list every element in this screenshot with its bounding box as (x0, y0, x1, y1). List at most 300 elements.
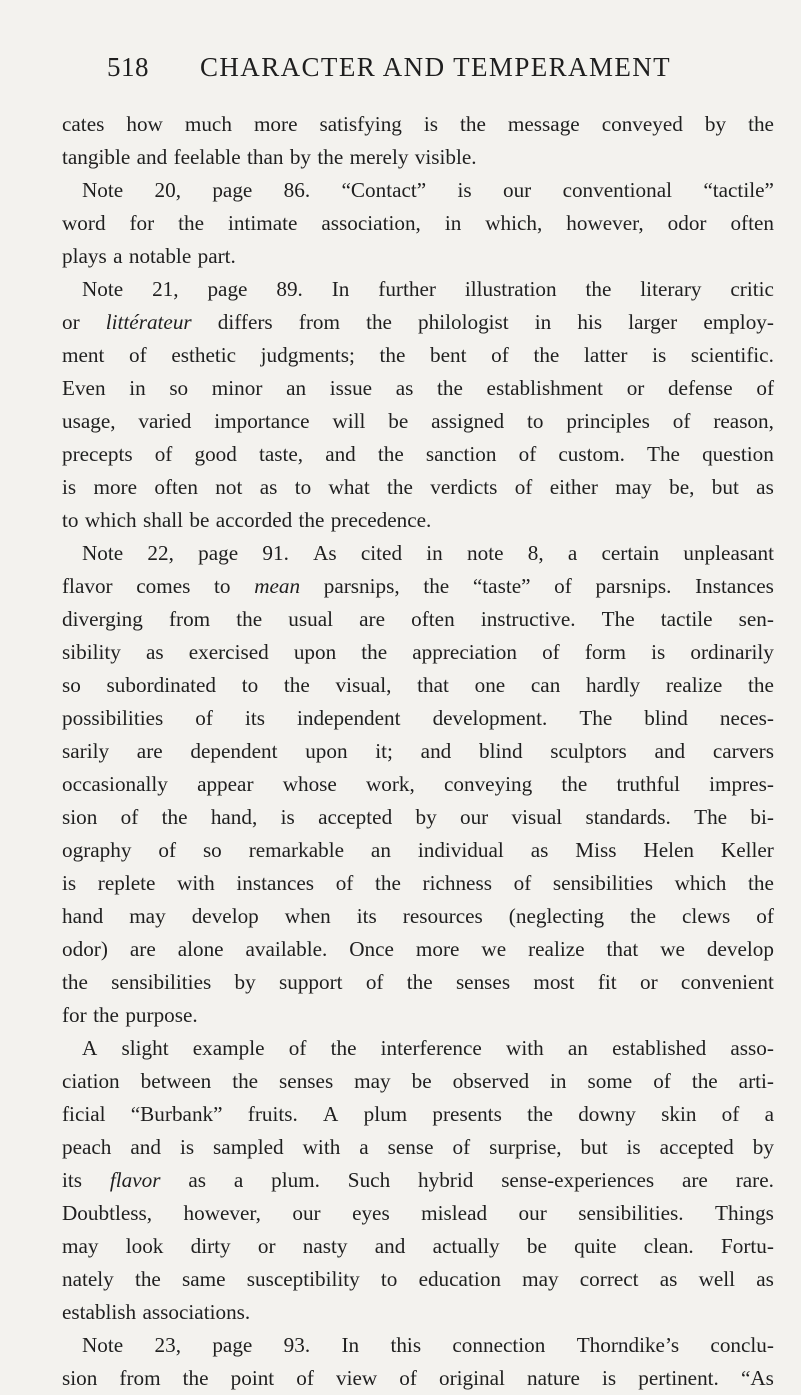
word: what (328, 475, 370, 499)
word: so (62, 673, 81, 697)
word: how (126, 112, 163, 136)
word: pertinent. (638, 1366, 719, 1390)
word: of (365, 970, 384, 994)
word: for (129, 211, 155, 235)
word: individual (417, 838, 504, 862)
text-line (62, 1329, 774, 1362)
word: that (417, 673, 449, 697)
word: Instances (695, 574, 774, 598)
word: minor (211, 376, 263, 400)
word: “Burbank” (130, 1102, 223, 1126)
word: of (721, 1102, 740, 1126)
italic-word: mean (254, 574, 301, 598)
word: in (444, 211, 462, 235)
word: point (230, 1366, 275, 1390)
text-line (62, 273, 774, 306)
word: 21, (152, 277, 179, 301)
word: an (370, 838, 391, 862)
word: principles (566, 409, 650, 433)
word: Note (82, 541, 124, 565)
word: sculptors (550, 739, 627, 763)
word: page (212, 1333, 253, 1357)
word: illustration (464, 277, 557, 301)
word: and (654, 739, 686, 763)
word: presents (432, 1102, 502, 1126)
word: Note (82, 1333, 124, 1357)
word: so (202, 838, 222, 862)
word: is (651, 640, 666, 664)
word: the (330, 1036, 357, 1060)
word: interference (380, 1036, 482, 1060)
text-line (62, 372, 774, 405)
text-line (62, 207, 774, 240)
word: question (702, 442, 774, 466)
word: be (189, 508, 210, 532)
word: The (694, 805, 728, 829)
word: senses (455, 970, 511, 994)
word: of (452, 1135, 471, 1159)
word: may (354, 1069, 391, 1093)
word: odor) (62, 937, 108, 961)
word: critic (730, 277, 774, 301)
word: accepted (318, 805, 393, 829)
word: be, (669, 475, 695, 499)
word: often (154, 475, 198, 499)
word: by (234, 970, 256, 994)
word: in (129, 376, 146, 400)
word: the (748, 871, 774, 895)
word: Even (62, 376, 106, 400)
word: importance (214, 409, 310, 433)
word: by (752, 1135, 774, 1159)
word: the (298, 508, 325, 532)
word: may (615, 475, 652, 499)
word: establish (62, 1300, 137, 1324)
word: of (296, 1366, 314, 1390)
word: differs (217, 310, 273, 334)
word: between (140, 1069, 212, 1093)
word: ciation (62, 1069, 120, 1093)
word: from (119, 1366, 161, 1390)
word: its (356, 904, 377, 928)
word: is (423, 112, 439, 136)
word: sensibilities (552, 871, 653, 895)
word: plays (62, 244, 107, 268)
word: Note (82, 277, 124, 301)
word: plum. (271, 1168, 320, 1192)
word: sarily (62, 739, 110, 763)
text-line (62, 735, 774, 768)
word: independent (296, 706, 401, 730)
word: the (561, 772, 588, 796)
word: however, (183, 1201, 261, 1225)
text-line (62, 306, 774, 339)
word: reason, (713, 409, 774, 433)
word: establishment (486, 376, 604, 400)
word: the (366, 310, 392, 334)
word: develop (191, 904, 259, 928)
word: example (192, 1036, 265, 1060)
word: associations. (142, 1300, 251, 1324)
word: The (647, 442, 680, 466)
word: so (169, 376, 189, 400)
word: 93. (283, 1333, 311, 1357)
word: remarkable (248, 838, 344, 862)
word: to (527, 409, 544, 433)
word: 91. (262, 541, 289, 565)
word: the (361, 640, 388, 664)
word: be (526, 1234, 547, 1258)
word: it; (375, 739, 393, 763)
text-line (62, 636, 774, 669)
word: hand (62, 904, 104, 928)
word: blind (644, 706, 688, 730)
word: conventional (562, 178, 672, 202)
word: Miss (575, 838, 617, 862)
word: parsnips. (595, 574, 672, 598)
text-line (62, 141, 774, 174)
word: notable (128, 244, 192, 268)
word: of (672, 409, 691, 433)
word: realize (528, 937, 585, 961)
word: senses (279, 1069, 334, 1093)
word: certain (601, 541, 660, 565)
word: plum (363, 1102, 408, 1126)
word: appear (197, 772, 254, 796)
word: visual, (335, 673, 392, 697)
text-line (62, 768, 774, 801)
word: Keller (720, 838, 774, 862)
word: of (158, 838, 177, 862)
word: the (93, 1003, 119, 1027)
word: may (129, 904, 166, 928)
word: in (550, 1069, 567, 1093)
word: Fortu- (720, 1234, 774, 1258)
word: neces- (719, 706, 774, 730)
word: our (459, 805, 489, 829)
word: instances (236, 871, 315, 895)
word: blind (478, 739, 523, 763)
word: the (527, 1102, 553, 1126)
word: may (522, 1267, 559, 1291)
word: is (179, 1135, 195, 1159)
word: as (395, 376, 414, 400)
word: Once (349, 937, 394, 961)
word: employ- (703, 310, 774, 334)
word: the (437, 376, 463, 400)
word: upon (305, 739, 348, 763)
word: mislead (421, 1201, 488, 1225)
running-title: CHARACTER AND TEMPERAMENT (200, 52, 672, 82)
word: possibilities (62, 706, 164, 730)
word: be (388, 409, 409, 433)
word: standards. (585, 805, 671, 829)
word: sense-experiences (501, 1168, 655, 1192)
word: dirty (190, 1234, 231, 1258)
word: the (283, 673, 310, 697)
word: is (62, 475, 77, 499)
word: we (660, 937, 685, 961)
word: Thorndike’s (576, 1333, 680, 1357)
word: hand, (210, 805, 258, 829)
word: actually (432, 1234, 500, 1258)
word: page (198, 541, 239, 565)
word: our (502, 178, 532, 202)
text-line (62, 966, 774, 999)
body-text (62, 108, 774, 1395)
word: will (332, 409, 366, 433)
word: of (554, 574, 572, 598)
text-line (62, 1197, 774, 1230)
word: further (378, 277, 436, 301)
word: word (62, 211, 106, 235)
word: quite (574, 1234, 617, 1258)
word: by (415, 805, 437, 829)
word: ordinarily (690, 640, 774, 664)
word: eyes (352, 1201, 390, 1225)
word: its (244, 706, 265, 730)
word: to (241, 673, 259, 697)
italic-word: littérateur (105, 310, 192, 334)
word: 20, (154, 178, 181, 202)
word: the (406, 970, 433, 994)
word: carvers (712, 739, 774, 763)
word: conclu- (710, 1333, 774, 1357)
word: look (125, 1234, 164, 1258)
word: merely (349, 145, 409, 169)
word: more (253, 112, 298, 136)
word: Such (347, 1168, 391, 1192)
word: occasionally (62, 772, 168, 796)
word: from (298, 310, 340, 334)
word: for (62, 1003, 87, 1027)
word: but (580, 1135, 608, 1159)
word: visible. (414, 145, 477, 169)
word: unpleasant (683, 541, 774, 565)
word: form (584, 640, 627, 664)
word: asso- (730, 1036, 774, 1060)
word: 86. (283, 178, 311, 202)
word: appreciation (412, 640, 517, 664)
word: or (62, 310, 80, 334)
word: A (82, 1036, 98, 1060)
text-line (62, 108, 774, 141)
word: issue (329, 376, 373, 400)
word: the (377, 442, 404, 466)
text-line (62, 339, 774, 372)
word: the (62, 970, 88, 994)
word: flavor (62, 574, 113, 598)
word: nasty (302, 1234, 348, 1258)
word: or (626, 376, 645, 400)
word: are (129, 937, 156, 961)
text-line (62, 570, 774, 603)
word: alone (177, 937, 224, 961)
word: ficial (62, 1102, 106, 1126)
word: in (534, 310, 552, 334)
word: hybrid (418, 1168, 474, 1192)
word: latter (583, 343, 628, 367)
word: sibility (62, 640, 121, 664)
word: and (325, 442, 356, 466)
word: of (120, 805, 139, 829)
italic-word: flavor (109, 1168, 161, 1192)
word: (neglecting (508, 904, 605, 928)
word: from (168, 607, 211, 631)
word: sanction (425, 442, 497, 466)
word: the (630, 904, 657, 928)
word: are (136, 739, 163, 763)
word: usage, (62, 409, 116, 433)
word: parsnips, (323, 574, 400, 598)
word: most (533, 970, 575, 994)
word: taste, (258, 442, 304, 466)
word: which (674, 871, 727, 895)
word: page (207, 277, 248, 301)
word: and (130, 1135, 161, 1159)
word: often (411, 607, 455, 631)
word: association, (321, 211, 421, 235)
word: ment (62, 343, 105, 367)
word: The (579, 706, 613, 730)
text-line (62, 1296, 774, 1329)
word: varied (138, 409, 192, 433)
word: Doubtless, (62, 1201, 153, 1225)
text-line (62, 933, 774, 966)
text-line (62, 1263, 774, 1296)
text-line (62, 1362, 774, 1395)
word: as (530, 838, 549, 862)
word: is (602, 1366, 617, 1390)
word: dependent (190, 739, 278, 763)
word: esthetic (171, 343, 237, 367)
word: work, (365, 772, 415, 796)
word: instructive. (480, 607, 576, 631)
text-line (62, 471, 774, 504)
text-line (62, 174, 774, 207)
word: when (284, 904, 331, 928)
word: as (659, 1267, 678, 1291)
word: the (387, 475, 413, 499)
word: to (214, 574, 231, 598)
word: “Contact” (341, 178, 427, 202)
text-line (62, 1164, 774, 1197)
word: judgments; (260, 343, 355, 367)
word: richness (422, 871, 492, 895)
word: and (136, 145, 168, 169)
word: its (62, 1168, 83, 1192)
word: by (289, 145, 311, 169)
word: of (514, 475, 533, 499)
word: the (232, 1069, 259, 1093)
word: the (379, 343, 406, 367)
word: as (188, 1168, 206, 1192)
word: 23, (154, 1333, 181, 1357)
word: sion (62, 805, 98, 829)
word: sensibilities. (578, 1201, 684, 1225)
word: larger (628, 310, 678, 334)
word: the (374, 871, 401, 895)
word: of (335, 871, 354, 895)
word: “As (740, 1366, 774, 1390)
word: of (756, 904, 774, 928)
word: a (359, 1135, 369, 1159)
word: cates (62, 112, 105, 136)
word: sensibilities (111, 970, 212, 994)
word: impres- (709, 772, 774, 796)
word: either (549, 475, 598, 499)
word: are (359, 607, 386, 631)
word: peach (62, 1135, 112, 1159)
word: assigned (431, 409, 505, 433)
word: more (93, 475, 138, 499)
word: cited (360, 541, 403, 565)
word: purpose. (125, 1003, 198, 1027)
word: is (457, 178, 472, 202)
word: develop (706, 937, 774, 961)
word: sen- (738, 607, 774, 631)
word: downy (578, 1102, 636, 1126)
word: available. (245, 937, 328, 961)
word: is (62, 871, 77, 895)
text-line (62, 1032, 774, 1065)
word: shall (142, 508, 184, 532)
word: feelable (173, 145, 241, 169)
word: of (542, 640, 560, 664)
word: the (533, 343, 560, 367)
word: visual (511, 805, 563, 829)
word: the (460, 112, 486, 136)
word: In (341, 1333, 360, 1357)
word: page (212, 178, 253, 202)
word: truthful (616, 772, 681, 796)
word: one (474, 673, 506, 697)
text-line (62, 1131, 774, 1164)
word: as (756, 475, 774, 499)
word: A (323, 1102, 339, 1126)
word: bent (430, 343, 467, 367)
word: this (390, 1333, 422, 1357)
text-line (62, 405, 774, 438)
word: tactile (660, 607, 713, 631)
word: tangible (62, 145, 131, 169)
text-line (62, 504, 774, 537)
text-line (62, 1230, 774, 1263)
word: The (601, 607, 635, 631)
word: Helen (643, 838, 694, 862)
word: well (698, 1267, 736, 1291)
word: the (691, 1069, 718, 1093)
word: slight (121, 1036, 169, 1060)
word: custom. (558, 442, 625, 466)
word: conveying (443, 772, 533, 796)
word: fit (597, 970, 617, 994)
word: verdicts (430, 475, 498, 499)
word: exercised (188, 640, 269, 664)
word: defense (668, 376, 733, 400)
word: bi- (750, 805, 774, 829)
word: but (711, 475, 739, 499)
text-line (62, 1098, 774, 1131)
page-number: 518 (107, 52, 149, 82)
word: of (513, 871, 532, 895)
text-line (62, 240, 774, 273)
word: be (411, 1069, 432, 1093)
word: are (681, 1168, 708, 1192)
word: more (415, 937, 460, 961)
word: rare. (735, 1168, 774, 1192)
word: however, (566, 211, 644, 235)
